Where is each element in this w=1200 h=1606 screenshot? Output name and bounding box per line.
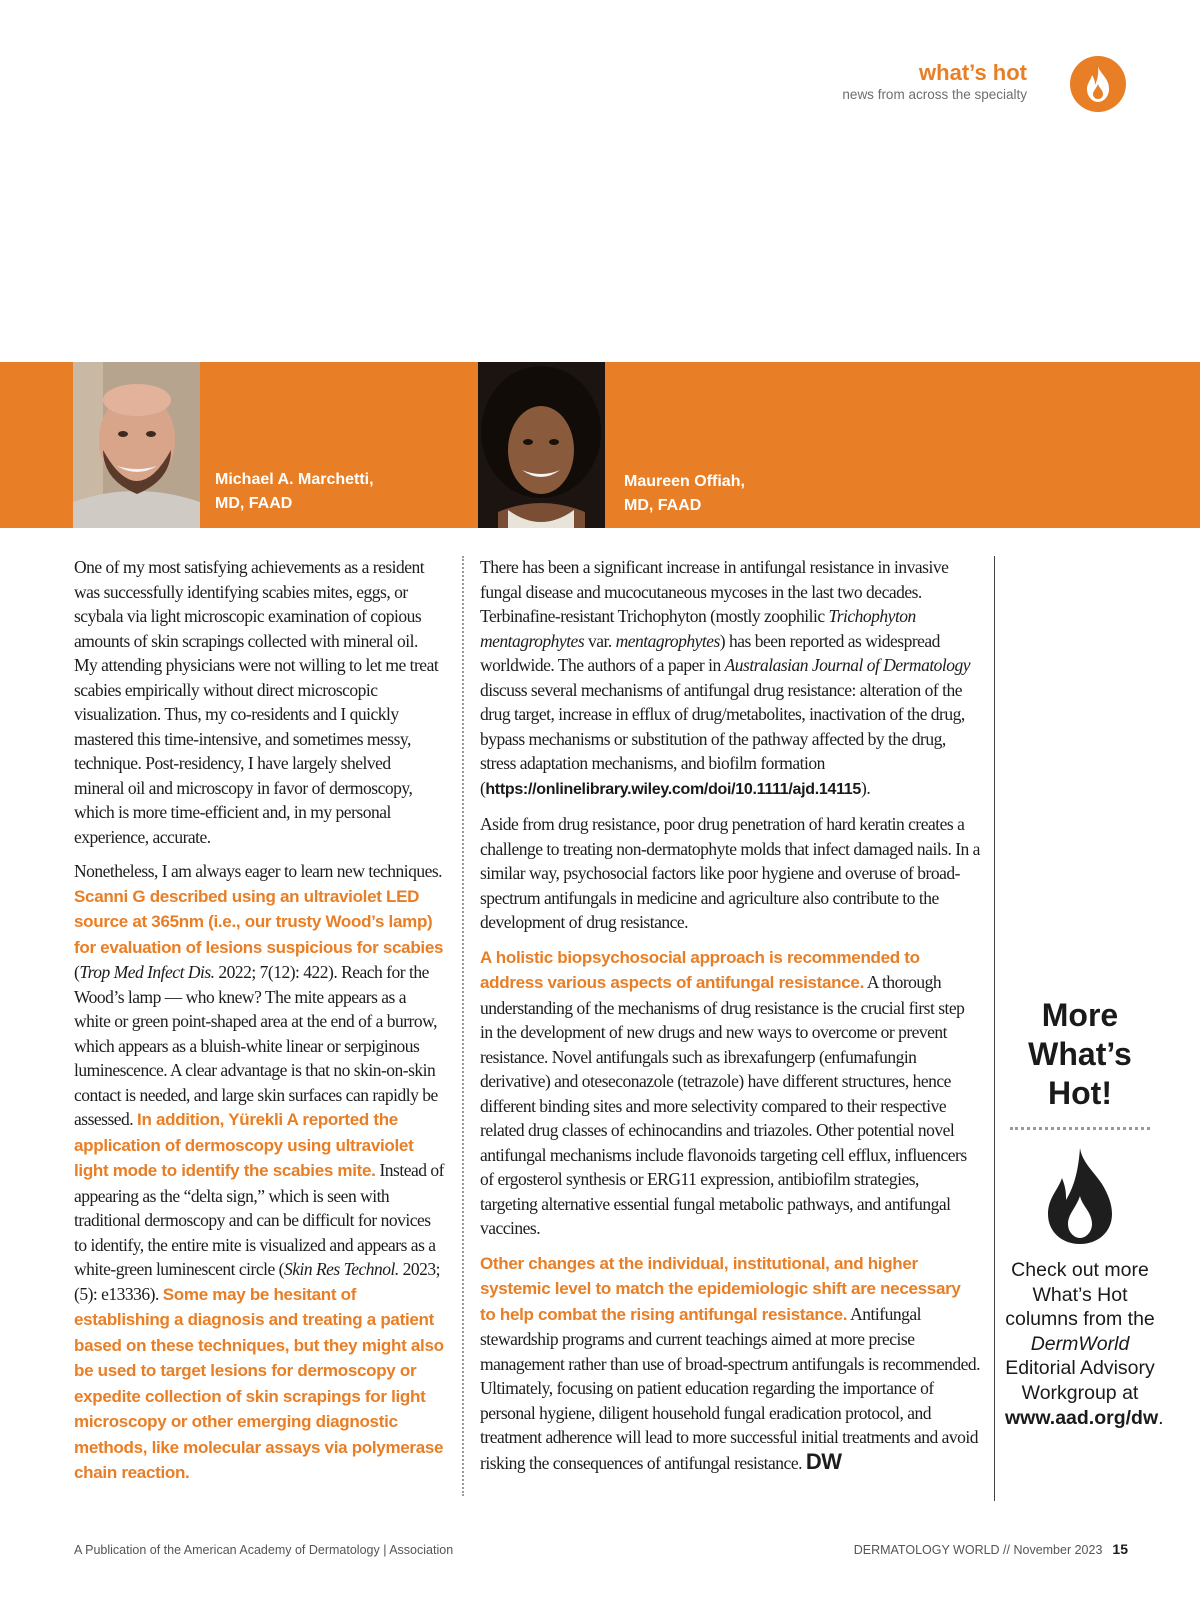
citation-journal: Skin Res Technol. <box>283 1259 399 1279</box>
article-link[interactable]: https://onlinelibrary.wiley.com/doi/10.1111/ajd.14115 <box>485 780 862 798</box>
highlight-conclusion: Some may be hesitant of establishing a diagnosis and treating a patient based on these techniques, but they might also be used to target lesions for dermoscopy or expedite collection of skin scrapings for light microscopy or other emerging diagnostic methods, like molecular assays via polymerase chain reaction. <box>74 1284 444 1482</box>
flame-icon <box>1042 1146 1118 1251</box>
sidebar-text: Check out more What’s Hot columns from the DermWorld Editorial Advisory Workgroup at www.aad.org/dw. <box>1005 1259 1164 1429</box>
end-mark: DW <box>805 1448 842 1474</box>
citation-journal: Australasian Journal of Dermatology <box>724 655 971 675</box>
section-subtitle: news from across the specialty <box>842 87 1027 102</box>
sidebar-heading: More What’s Hot! <box>1028 997 1132 1111</box>
page-number: 15 <box>1112 1541 1128 1557</box>
author-name-marchetti: Michael A. Marchetti, MD, FAAD <box>215 471 374 512</box>
author-photo-marchetti <box>73 362 200 528</box>
citation-journal: Trop Med Infect Dis. <box>79 962 215 982</box>
footer-publication: A Publication of the American Academy of Dermatology | Association <box>74 1543 454 1557</box>
highlight-changes: Other changes at the individual, institutional, and higher systemic level to match the epidemiologic shift are necessary to help combat the rising antifungal resistance. <box>480 1253 961 1324</box>
right-column <box>480 555 980 1485</box>
section-header <box>842 60 1027 104</box>
highlight-scanni: Scanni G described using an ultraviolet LED source at 365nm (i.e., our trusty Wood’s lamp) for evaluation of lesions suspicious for scabies <box>74 886 444 957</box>
section-title: what’s hot <box>919 60 1027 85</box>
sidebar-link[interactable]: www.aad.org/dw <box>1005 1406 1159 1429</box>
footer-issue: DERMATOLOGY WORLD // November 2023 15 <box>853 1541 1128 1557</box>
left-paragraph-2: Nonetheless, I am always eager to learn new techniques. Scanni G described using an ultraviolet LED source at 365nm (i.e., our trusty Wood’s lamp) for evaluation of lesions suspicious for scabies (Trop Med Infect Dis. 2022; 7(12): 422). Reach for the Wood’s lamp — who knew? The mite appears as a white or green point-shaped area at the end of a burrow, which appears as a bluish-white linear or serpiginous luminescence. A clear advantage is that no skin-on-skin contact is needed, and large skin surfaces can rapidly be assessed. In addition, Yürekli A reported the application of dermoscopy using ultraviolet light mode to identify the scabies mite. Instead of appearing as the “delta sign,” which is seen with traditional dermoscopy and can be difficult for novices to identify, the entire mite is visualized and appears as a white-green luminescent circle (Skin Res Technol. 2023; (5): e13336). Some may be hesitant of establishing a diagnosis and treating a patient based on these techniques, but they might also be used to target lesions for dermoscopy or expedite collection of skin scrapings for light microscopy or other emerging diagnostic methods, like molecular assays via polymerase chain reaction. <box>74 861 444 1482</box>
flame-icon <box>1070 56 1126 112</box>
author-photo-offiah <box>478 362 605 528</box>
author-name-offiah: Maureen Offiah, MD, FAAD <box>624 473 745 514</box>
sidebar-divider <box>994 556 995 1501</box>
column-divider <box>462 556 464 1496</box>
right-paragraph-2: Aside from drug resistance, poor drug penetration of hard keratin creates a challenge to treating non-dermatophyte molds that infect damaged nails. In a similar way, psychosocial factors like poor hygiene and overuse of broad-spectrum antifungals in medicine and agriculture also contribute to the development of drug resistance. <box>480 814 980 932</box>
highlight-holistic: A holistic biopsychosocial approach is recommended to address various aspects of antifungal resistance. <box>480 947 920 992</box>
left-column <box>74 555 444 1496</box>
highlight-yurekli: In addition, Yürekli A reported the application of dermoscopy using ultraviolet light mode to identify the scabies mite. <box>74 1110 414 1180</box>
left-paragraph-1: One of my most satisfying achievements as a resident was successfully identifying scabies mites, eggs, or scybala via light microscopic examination of copious amounts of skin scrapings collected with mineral oil. My attending physicians were not willing to let me treat scabies empirically without direct microscopic visualization. Thus, my co-residents and I quickly mastered this time-intensive, and sometimes messy, technique. Post-residency, I have largely shelved mineral oil and microscopy in favor of dermoscopy, which is more time-efficient and, in my personal experience, accurate. <box>74 557 439 847</box>
right-paragraph-3: A holistic biopsychosocial approach is recommended to address various aspects of antifungal resistance. A thorough understanding of the mechanisms of drug resistance is the crucial first step in the development of new drugs and new ways to overcome or prevent resistance. Novel antifungals such as ibrexafungerp (enfumafungin derivative) and oteseconazole (tetrazole) have different structures, hence different binding sites and more selectivity compared to their respective related drug classes of echinocandins and triazoles. Other potential novel antifungal mechanisms include flavonoids targeting cell efflux, influencers of ergosterol synthesis or ERG11 expression, antibiofilm strategies, targeting alternative essential fungal metabolic pathways, and antifungal vaccines. <box>480 947 967 1238</box>
right-paragraph-4: Other changes at the individual, institutional, and higher systemic level to match the epidemiologic shift are necessary to help combat the rising antifungal resistance. Antifungal stewardship programs and current teachings aimed at more precise management rather than use of broad-spectrum antifungals is recommended. Ultimately, focusing on patient education regarding the importance of personal hygiene, diligent household fungal eradication protocol, and treatment adherence will lead to more successful initial treatments and avoid risking the consequences of antifungal resistance. DW <box>480 1253 980 1474</box>
right-paragraph-1: There has been a significant increase in antifungal resistance in invasive fungal disease and mucocutaneous mycoses in the last two decades. Terbinafine-resistant Trichophyton (mostly zoophilic Trichophyton mentagrophytes var. mentagrophytes) has been reported as widespread worldwide. The authors of a paper in Australasian Journal of Dermatology discuss several mechanisms of antifungal drug resistance: alteration of the drug target, increase in efflux of drug/metabolites, inactivation of the drug, bypass mechanisms or substitution of the pathway affected by the drug, stress adaptation mechanisms, and biofilm formation (https://onlinelibrary.wiley.com/doi/10.1111/ajd.14115). <box>480 557 971 798</box>
sidebar-dotted-rule <box>1010 1127 1150 1130</box>
